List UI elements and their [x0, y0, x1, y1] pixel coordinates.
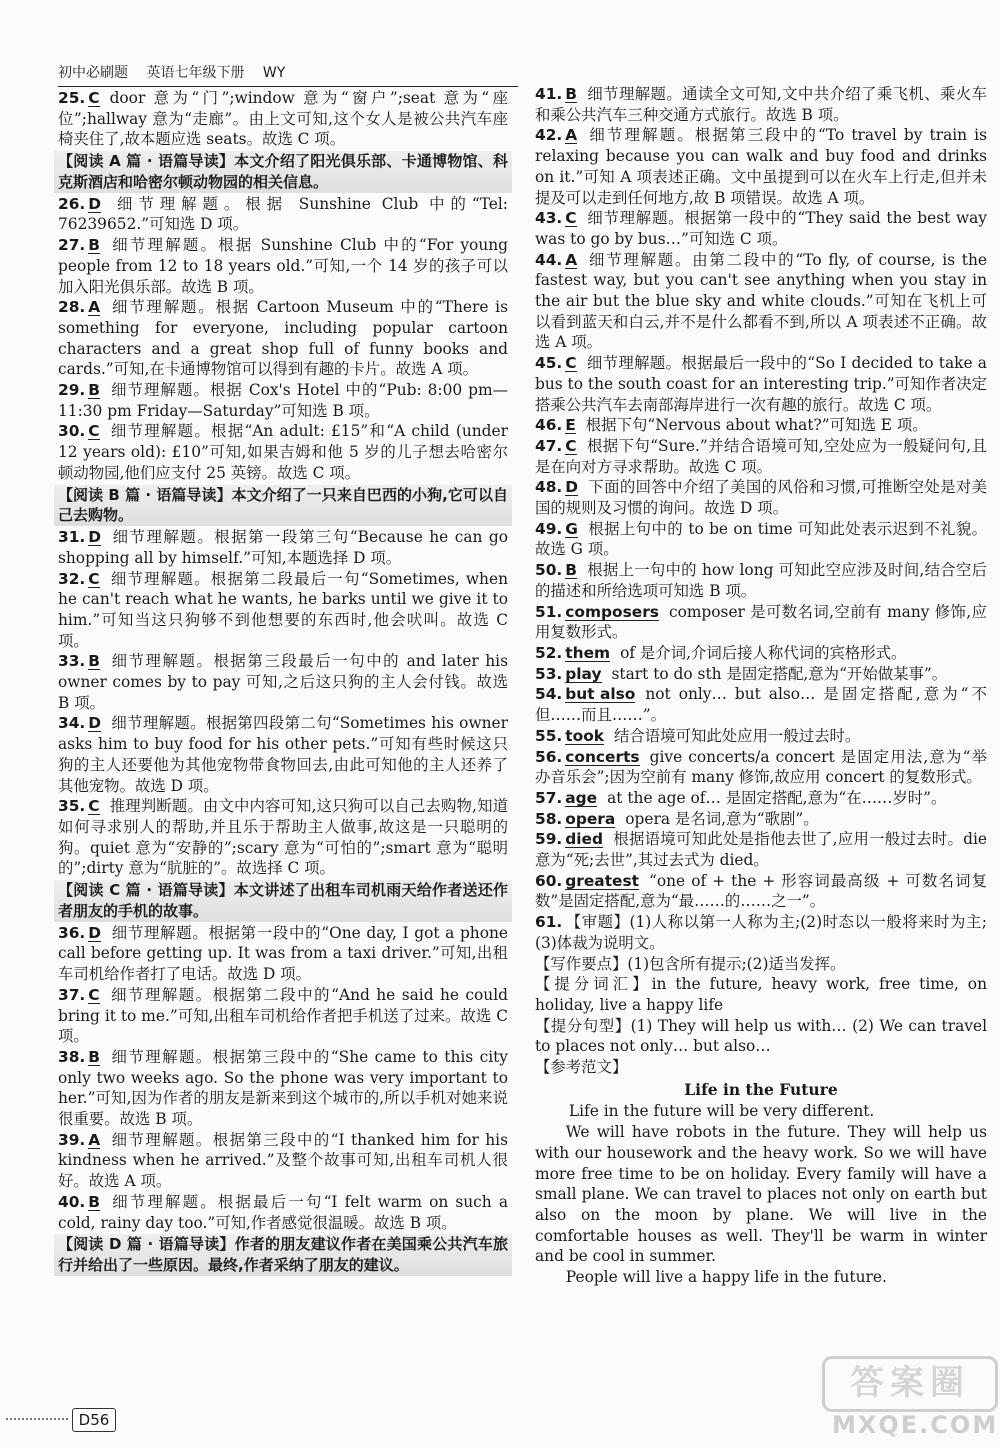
answer-item [58, 1130, 508, 1192]
question-number: 43. [535, 209, 563, 228]
answer-item [58, 923, 508, 985]
answer-item [58, 651, 508, 713]
explanation-text: 细节理解题。根据第一段中的“They said the best way was to go by bus…”可知选 C 项。 [535, 209, 987, 248]
question-number: 60. [535, 871, 563, 890]
answer-key: C [565, 354, 577, 373]
answer-item [535, 436, 987, 477]
question-number: 36. [58, 923, 86, 942]
question-number: 39. [58, 1130, 86, 1149]
explanation-text: 细节理解题。根据 Cartoon Museum 中的“There is something for everyone, including popular cartoon characters and a great shop full of funny books and cards.”可知,在卡通博物馆可以得到有趣的卡片。故选 A 项。 [58, 298, 508, 379]
answer-key: A [565, 250, 578, 269]
answer-key: C [88, 422, 100, 441]
answer-key: C [565, 436, 577, 455]
answer-item [535, 643, 987, 664]
question-number: 45. [535, 354, 563, 373]
explanation-text: start to do sth 是固定搭配,意为“开始做某事”。 [611, 664, 948, 683]
essay-title: Life in the Future [684, 1079, 838, 1099]
question-number: 58. [535, 809, 563, 828]
question-number: 37. [58, 985, 86, 1004]
answer-key: B [88, 381, 100, 400]
question-number: 32. [58, 569, 86, 588]
header-subject: 英语七年级下册 [146, 65, 245, 81]
answer-key: C [88, 797, 100, 816]
answer-key: but also [565, 685, 636, 704]
header-divider [58, 86, 518, 87]
explanation-text: 推理判断题。由文中内容可知,这只狗可以自己去购物,知道如何寻求别人的帮助,并且乐于帮助主人做事,故这是一只聪明的狗。quiet 意为“安静的”;scary 意为“可怕的”;smart 意为“聪明的”;dirty 意为“肮脏的”。故选择 C 项。 [58, 797, 508, 878]
answer-item [535, 519, 987, 560]
right-column [535, 84, 987, 1288]
explanation-text: 细节理解题。根据 Cox's Hotel 中的“Pub: 8:00 pm—11:30 pm Friday—Saturday”可知选 B 项。 [58, 381, 508, 420]
essay-paragraph-3: People will live a happy life in the future. [565, 1268, 887, 1287]
answer-key: E [565, 416, 576, 435]
answer-key: D [88, 714, 102, 733]
explanation-text: give concerts/a concert 是固定用法,意为“举办音乐会”;因为空前有 many 修饰,故应用 concert 的复数形式。 [535, 747, 987, 787]
explanation-text: 细节理解题。根据第一段中的“One day, I got a phone call before getting up. It was from a taxi driver.”可知,出租车司机给作者打了电话。故选 D 项。 [58, 923, 508, 984]
question-number: 42. [535, 126, 563, 145]
question-number: 25. [58, 89, 86, 107]
answer-item [535, 684, 987, 725]
answer-item [58, 88, 508, 150]
answer-item [58, 194, 508, 235]
answer-key: greatest [565, 871, 640, 890]
question-number: 26. [58, 194, 86, 213]
answer-item [535, 208, 987, 249]
question-number: 53. [535, 664, 563, 683]
answer-key: play [565, 664, 602, 683]
answer-key: C [565, 209, 577, 228]
answer-item [535, 664, 987, 685]
question-number: 34. [58, 714, 86, 733]
answer-key: B [88, 1192, 100, 1211]
answer-item [58, 796, 508, 879]
explanation-text: of 是介词,介词后接人称代词的宾格形式。 [620, 643, 907, 662]
explanation-text: 细节理解题。根据第三段中的“She came to this city only two weeks ago. So the phone was very important to her.”可知,因为作者的朋友是新来到这个城市的,所以手机对她来说很重要。故选 B 项。 [58, 1047, 508, 1129]
answer-key: A [88, 298, 101, 317]
question-number: 38. [58, 1047, 86, 1066]
answer-key: C [88, 569, 100, 588]
explanation-text: 下面的回答中介绍了美国的风俗和习惯,可推断空处是对美国的规则及习惯的询问。故选 D 项。 [535, 478, 987, 518]
explanation-text: 根据上一句中的 how long 可知此空应涉及时间,结合空后的描述和所给选项可知选 B 项。 [535, 561, 987, 600]
watermark-url: MXQE.COM [832, 1411, 999, 1439]
answer-item [58, 380, 508, 421]
question-number: 30. [58, 422, 86, 441]
header-edition: WY [262, 65, 286, 81]
explanation-text: 根据下句“Nervous about what?”可知选 E 项。 [585, 416, 928, 435]
answer-key: B [565, 85, 577, 103]
answer-key: composers [565, 602, 659, 621]
question-number: 61. [535, 913, 563, 932]
answer-item [535, 84, 987, 125]
question-number: 40. [58, 1192, 86, 1211]
answer-key: D [88, 194, 102, 213]
answer-item [535, 829, 987, 870]
question-number: 27. [58, 236, 86, 255]
explanation-text: at the age of… 是固定搭配,意为“在……岁时”。 [607, 788, 947, 807]
explanation-text: “one of + the + 形容词最高级 + 可数名词复数”是固定搭配,意为“最……的……之一”。 [535, 871, 987, 911]
answer-item [58, 1192, 508, 1233]
answer-key: D [565, 478, 579, 497]
answer-item [535, 871, 987, 912]
reading-guide: 【阅读 B 篇 · 语篇导读】本文介绍了一只来自巴西的小狗,它可以自己去购物。 [54, 485, 512, 527]
writing-subsection: 【提分句型】(1) They will help us with… (2) We can travel to places not only… but also… [535, 1016, 987, 1056]
answer-item [58, 421, 508, 483]
essay-paragraph-2: We will have robots in the future. They will help us with our housework and the heavy work. So we will have more free time to be on holiday. Every family will have a small plane. We can travel to places not only on earth but also on the moon by plane. We will live in the comfortable houses as well. They'll be warm in winter and be cool in summer. [535, 1123, 987, 1266]
explanation-text: 根据语境可知此处是指他去世了,应用一般过去时。die 意为“死;去世”,其过去式为 died。 [535, 830, 987, 870]
answer-item [58, 985, 508, 1047]
answer-item [535, 353, 987, 415]
explanation-text: 细节理解题。由第二段中的“To fly, of course, is the fastest way, but you can't see anything when you stay in the air but the blue sky and white clouds.”可知在飞机上可以看到蓝天和白云,并不是什么都看不到,所以 A 项表述不正确。故选 A 项。 [535, 250, 987, 352]
essay-paragraph-1: Life in the future will be very different. [568, 1102, 875, 1121]
answer-key: died [565, 830, 604, 849]
explanation-text: 细节理解题。根据第三段最后一句中的 and later his owner comes by to pay 可知,之后这只狗的主人会付钱。故选 B 项。 [58, 652, 508, 712]
reading-guide: 【阅读 D 篇 · 语篇导读】作者的朋友建议作者在美国乘公共汽车旅行并给出了一些原因。最终,作者采纳了朋友的建议。 [54, 1234, 512, 1276]
answer-key: B [88, 652, 100, 671]
explanation-text: 细节理解题。根据第三段中的“To travel by train is relaxing because you can walk and buy food and drinks on it.”可知 A 项表述正确。文中虽提到可以在火车上行走,但并未提及可以走到任何地方,故 B 项错误。故选 A 项。 [535, 126, 987, 207]
explanation-text: 细节理解题。根据第二段最后一句“Sometimes, when he can't reach what he wants, he barks until we give it to him.”可知当这只狗够不到他想要的东西时,他会吠叫。故选 C 项。 [58, 569, 508, 650]
question-number: 44. [535, 250, 563, 269]
question-number: 57. [535, 788, 563, 807]
explanation-text: 细节理解题。根据第一段第三句“Because he can go shopping all by himself.”可知,本题选择 D 项。 [58, 528, 508, 567]
question-number: 52. [535, 643, 563, 662]
answer-item [535, 726, 987, 747]
page-number: D56 [72, 1408, 116, 1432]
right-answers [535, 84, 987, 1078]
answer-key: B [88, 1047, 100, 1066]
explanation-text: door 意为“门”;window 意为“窗户”;seat 意为“座位”;hallway 意为“走廊”。由上文可知,这个女人是被公共汽车座椅夹住了,故本题应选 seats。故选 C 项。 [58, 89, 508, 149]
answer-key: B [565, 561, 577, 580]
footer-dots [6, 1418, 68, 1426]
answer-key: A [565, 126, 578, 145]
watermark-logo: 答案圈 [822, 1356, 998, 1412]
question-number: 41. [535, 85, 563, 103]
answer-item [58, 569, 508, 652]
explanation-text: 细节理解题。根据“An adult: £15”和“A child (under 12 years old): £10”可知,如果吉姆和他 5 岁的儿子想去哈密尔顿动物园,他们应支付 25 英镑。故选 C 项。 [58, 422, 508, 482]
answer-item [535, 125, 987, 208]
explanation-text: 细节理解题。根据第二段中的“And he said he could bring it to me.”可知,出租车司机给作者把手机送了过来。故选 C 项。 [58, 985, 508, 1046]
answer-key: C [88, 89, 100, 107]
answer-key: D [88, 923, 102, 942]
explanation-text: 【审题】(1)人称以第一人称为主;(2)时态以一般将来时为主;(3)体裁为说明文。 [535, 913, 987, 952]
answer-key: D [88, 528, 102, 547]
explanation-text: 细节理解题。根据最后一段中的“So I decided to take a bus to the south coast for an interesting trip.”可知作者决定搭乘公共汽车去南部海岸进行一次有趣的旅行。故选 C 项。 [535, 354, 987, 414]
explanation-text: 根据下句“Sure.”并结合语境可知,空处应为一般疑问句,且是在向对方寻求帮助。故选 C 项。 [535, 436, 987, 476]
answer-key: them [565, 643, 611, 662]
explanation-text: 细节理解题。根据第三段中的“I thanked him for his kindness when he arrived.”及整个故事可知,出租车司机人很好。故选 A 项。 [58, 1130, 508, 1191]
question-number: 56. [535, 747, 563, 766]
answer-item [58, 1047, 508, 1130]
answer-item [535, 788, 987, 809]
explanation-text: 细节理解题。通读全文可知,文中共介绍了乘飞机、乘火车和乘公共汽车三种交通方式旅行。故选 B 项。 [535, 85, 987, 124]
question-number: 31. [58, 528, 86, 547]
answer-item [535, 560, 987, 601]
question-number: 50. [535, 561, 563, 580]
answer-item [58, 297, 508, 380]
writing-subsection: 【提分词汇】in the future, heavy work, free time, on holiday, live a happy life [535, 975, 987, 1014]
question-number: 33. [58, 652, 86, 671]
answer-item [535, 250, 987, 354]
answer-key: took [565, 726, 605, 745]
explanation-text: 细节理解题。根据 Sunshine Club 中的“For young people from 12 to 18 years old.”可知,一个 14 岁的孩子可以加入阳光俱乐部。故选 B 项。 [58, 236, 508, 296]
explanation-text: not only… but also… 是固定搭配,意为“不但……而且……”。 [535, 685, 987, 725]
header-book: 初中必刷题 [58, 65, 128, 81]
answer-key: A [88, 1130, 101, 1149]
answer-item [535, 747, 987, 788]
answer-item [535, 477, 987, 518]
model-essay [535, 1080, 987, 1288]
answer-key: age [565, 788, 598, 807]
question-number: 51. [535, 602, 563, 621]
question-number: 59. [535, 830, 563, 849]
reading-guide: 【阅读 A 篇 · 语篇导读】本文介绍了阳光俱乐部、卡通博物馆、科克斯酒店和哈密尔顿动物园的相关信息。 [54, 151, 512, 193]
answer-key: C [88, 985, 100, 1004]
answer-key: concerts [565, 747, 640, 766]
answer-item [58, 235, 508, 297]
explanation-text: opera 是名词,意为“歌剧”。 [625, 809, 819, 828]
answer-item [535, 415, 987, 436]
question-number: 29. [58, 381, 86, 400]
page-header [58, 60, 518, 86]
answer-key: G [565, 519, 578, 538]
writing-subsection: 【参考范文】 [535, 1058, 628, 1077]
answer-key: B [88, 236, 100, 255]
answer-item [535, 912, 987, 953]
answer-item [535, 602, 987, 643]
question-number: 47. [535, 436, 563, 455]
question-number: 49. [535, 519, 563, 538]
explanation-text: composer 是可数名词,空前有 many 修饰,应用复数形式。 [535, 602, 987, 642]
explanation-text: 根据上句中的 to be on time 可知此处表示迟到不礼貌。故选 G 项。 [535, 519, 987, 559]
reading-guide: 【阅读 C 篇 · 语篇导读】本文讲述了出租车司机雨天给作者送还作者朋友的手机的故事。 [54, 880, 512, 922]
question-number: 28. [58, 298, 86, 317]
left-column [58, 88, 508, 1277]
answer-key: opera [565, 809, 616, 828]
question-number: 46. [535, 416, 563, 435]
question-number: 55. [535, 726, 563, 745]
question-number: 35. [58, 797, 86, 816]
explanation-text: 细节理解题。根据 Sunshine Club 中的“Tel: 76239652.”可知选 D 项。 [58, 194, 508, 234]
writing-subsection: 【写作要点】(1)包含所有提示;(2)适当发挥。 [535, 954, 846, 973]
explanation-text: 结合语境可知此处应用一般过去时。 [614, 726, 861, 745]
answer-item [58, 713, 508, 796]
answer-item [535, 809, 987, 830]
question-number: 54. [535, 685, 563, 704]
explanation-text: 细节理解题。根据第四段第二句“Sometimes his owner asks him to buy food for his other pets.”可知有些时候这只狗的主人还要他为其他宠物带食物回去,由此可知他的主人还养了其他宠物。故选 D 项。 [58, 714, 508, 795]
question-number: 48. [535, 478, 563, 497]
explanation-text: 细节理解题。根据最后一句“I felt warm on such a cold, rainy day too.”可知,作者感觉很温暖。故选 B 项。 [58, 1192, 508, 1232]
answer-item [58, 527, 508, 568]
